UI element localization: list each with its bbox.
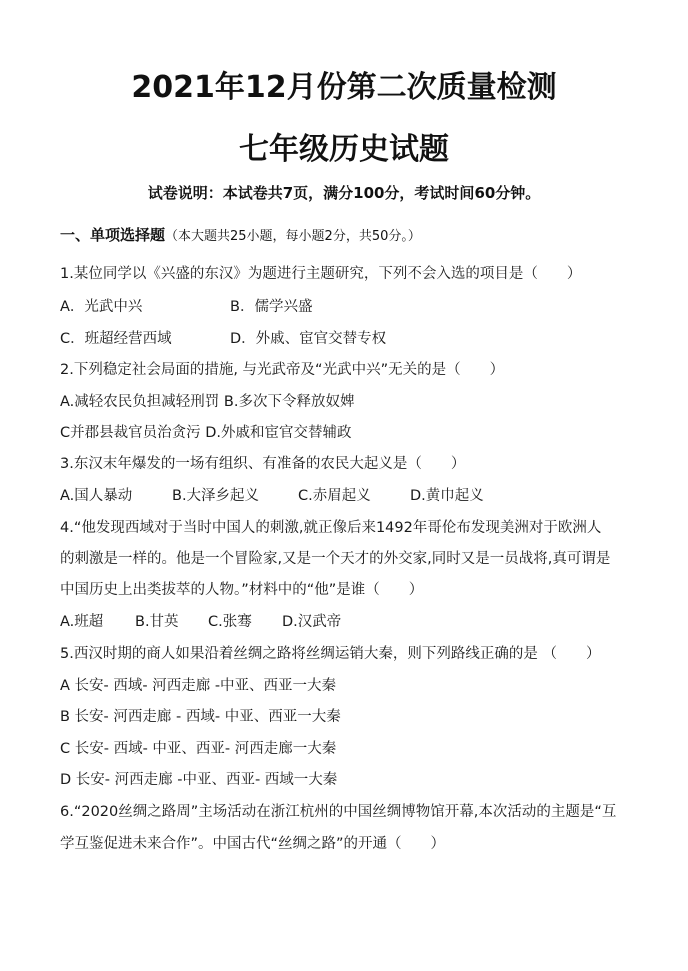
q2-options-ab: A.减轻农民负担减轻刑罚 B.多次下令释放奴婢 [60,394,355,410]
q3-option-b: B.大泽乡起义 [172,488,260,504]
section-title: 一、单项选择题 [60,226,166,244]
q3-option-a: A.国人暴动 [60,488,133,504]
q6-stem-line1: 6.“2020丝绸之路周”主场活动在浙江杭州的中国丝绸博物馆开幕,本次活动的主题是“互 [60,804,617,820]
q5-option-c: C 长安- 西域- 中亚、西亚- 河西走廊一大秦 [60,741,337,757]
q3-option-c: C.赤眉起义 [298,488,371,504]
q4-option-c: C.张骞 [208,614,252,630]
q1-options-cd [60,327,387,348]
q5-stem: 5.西汉时期的商人如果沿着丝绸之路将丝绸运销大秦，则下列路线正确的是 （ ） [60,646,601,662]
q4-stem-line2: 的刺激是一样的。他是一个冒险家,又是一个天才的外交家,同时又是一员战将,真可谓是 [60,551,611,567]
q5-option-d: D 长安- 河西走廊 -中亚、西亚- 西域一大秦 [60,772,338,788]
q1-options-ab [60,295,313,316]
q1-option-b: B．儒学兴盛 [230,299,313,315]
q6-stem-line2: 学互鉴促进未来合作”。中国古代“丝绸之路”的开通（ ） [60,836,446,852]
q4-option-a: A.班超 [60,614,104,630]
section-heading [60,224,421,245]
q3-stem: 3.东汉末年爆发的一场有组织、有准备的农民大起义是（ ） [60,456,466,472]
exam-title: 2021年12月份第二次质量检测 [131,70,557,105]
q4-stem-line3: 中国历史上出类拔萃的人物。”材料中的“他”是谁（ ） [60,582,424,598]
q4-stem-line1: 4.“他发现西域对于当时中国人的刺激,就正像后来1492年哥伦布发现美洲对于欧洲人 [60,520,602,536]
exam-subtitle: 七年级历史试题 [239,132,449,167]
q2-options-cd: C并郡县裁官员治贪污 D.外戚和宦官交替辅政 [60,425,352,441]
section-note: （本大题共25小题，每小题2分，共50分。） [165,229,421,244]
q1-option-a: A．光武中兴 [60,299,143,315]
q2-stem: 2.下列稳定社会局面的措施, 与光武帝及“光武中兴”无关的是（ ） [60,362,505,378]
q1-option-d: D．外戚、宦官交替专权 [230,331,387,347]
q5-option-b: B 长安- 河西走廊 - 西域- 中亚、西亚一大秦 [60,709,341,725]
q1-stem: 1.某位同学以《兴盛的东汉》为题进行主题研究，下列不会入选的项目是（ ） [60,266,582,282]
q3-option-d: D.黄巾起义 [410,488,484,504]
q4-option-d: D.汉武帝 [282,614,342,630]
exam-instructions: 试卷说明：本试卷共7页，满分100分，考试时间60分钟。 [147,184,541,202]
q1-option-c: C．班超经营西域 [60,331,172,347]
q5-option-a: A 长安- 西域- 河西走廊 -中亚、西亚一大秦 [60,678,337,694]
q4-option-b: B.甘英 [135,614,179,630]
